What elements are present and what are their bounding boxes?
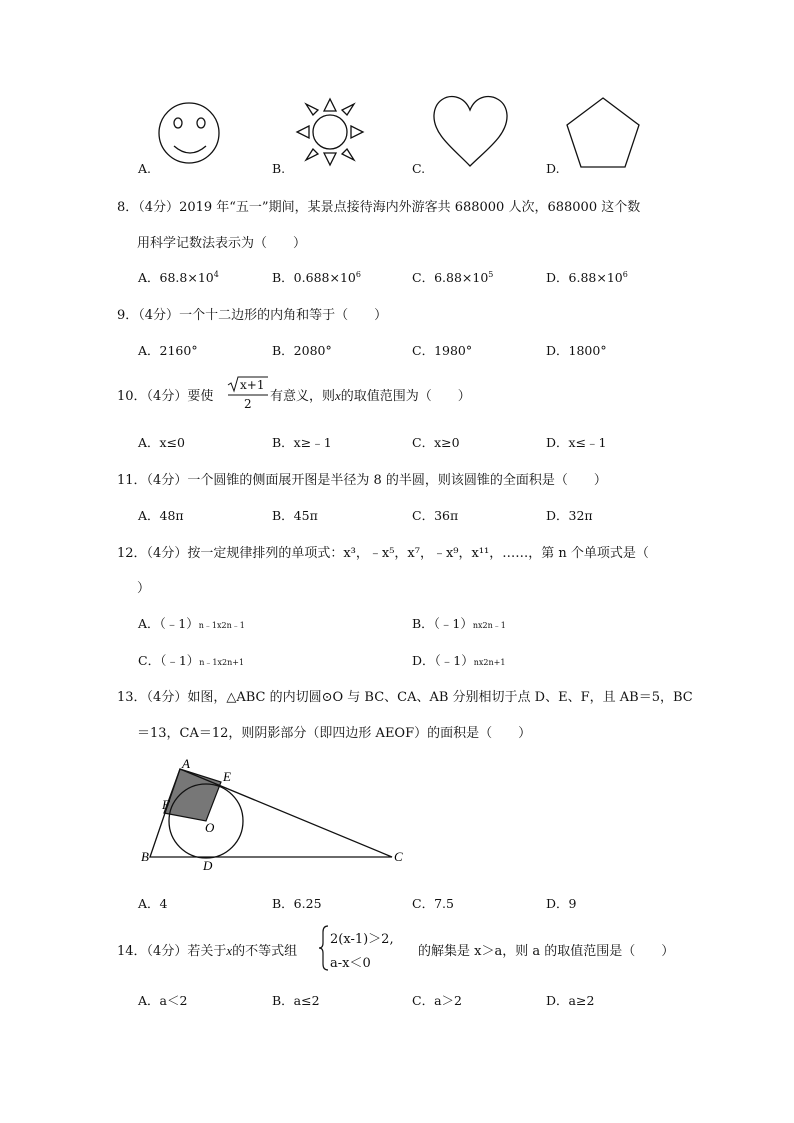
q10-score: （4分）: [146, 389, 188, 404]
q8-option-d[interactable]: [546, 268, 628, 286]
q10-post-text: 有意义，则: [270, 389, 336, 404]
q8-option-b-exp: 6: [355, 269, 361, 279]
sun-figure: [297, 99, 363, 165]
q10-option-a[interactable]: A．x≤0: [138, 435, 186, 450]
q12-option-a-power: n﹣1x2n﹣1: [198, 621, 245, 630]
q13-number: 13．: [117, 690, 147, 705]
q10-stem-tail: [270, 385, 471, 404]
smiley-face-figure: [159, 103, 219, 163]
label-o: O: [205, 820, 215, 835]
q12-score: （4分）: [146, 546, 188, 561]
q9-stem-text: 一个十二边形的内角和等于（ ）: [179, 308, 388, 323]
label-f: F: [162, 797, 170, 812]
q12-option-b-text: B．（﹣1）: [412, 616, 473, 631]
q14-option-b[interactable]: B．a≤2: [272, 993, 320, 1008]
q10-post2-text: 的取值范围为（ ）: [340, 389, 471, 404]
q8-option-a-exp: 4: [213, 269, 219, 279]
q8-option-a[interactable]: [138, 268, 219, 286]
q10-option-c[interactable]: C．x≥0: [412, 435, 460, 450]
q11-option-d[interactable]: D．32π: [546, 508, 593, 523]
q12-option-c-power: n﹣1x2n+1: [199, 658, 245, 667]
q14-inequality-2: a-x＜0: [330, 956, 371, 971]
q7-option-c[interactable]: C.: [412, 161, 426, 176]
q12-option-c[interactable]: [138, 651, 244, 669]
q14-stem: [117, 940, 297, 959]
q14-variable: x: [226, 943, 233, 958]
q13-score: （4分）: [146, 690, 188, 705]
q8-option-c-text: C．6.88×10: [412, 270, 489, 285]
q8-option-c[interactable]: [412, 268, 493, 286]
q14-pre-text: 若关于: [187, 944, 227, 959]
q14-mid-text: 的不等式组: [232, 944, 298, 959]
q7-option-b[interactable]: B.: [272, 161, 286, 176]
q14-option-d[interactable]: D．a≥2: [546, 993, 595, 1008]
q8-option-a-text: A．68.8×10: [138, 270, 214, 285]
q12-number: 12．: [117, 546, 147, 561]
q8-option-d-exp: 6: [622, 269, 628, 279]
q13-stem-text1: 如图，△ABC 的内切圆⊙O 与 BC、CA、AB 分别相切于点 D、E、F，且 AB＝5，BC: [187, 690, 693, 705]
q8-number: 8．: [117, 200, 139, 215]
q9-option-c[interactable]: C．1980°: [412, 343, 473, 358]
q11-score: （4分）: [146, 473, 188, 488]
q11-option-c[interactable]: C．36π: [412, 508, 459, 523]
q10-option-d[interactable]: D．x≤﹣1: [546, 435, 607, 450]
q10-denominator: 2: [244, 397, 252, 411]
q7-figures: [0, 0, 794, 180]
label-d: D: [203, 858, 213, 873]
q12-option-b-power: nx2n﹣1: [472, 621, 506, 630]
q8-stem-line1: [117, 196, 640, 215]
q12-option-d[interactable]: [412, 651, 505, 669]
q12-option-a[interactable]: [138, 614, 245, 632]
q7-option-d[interactable]: D.: [546, 161, 560, 176]
q8-score: （4分）: [138, 200, 180, 215]
q13-option-b[interactable]: B．6.25: [272, 896, 322, 911]
q9-option-d[interactable]: D．1800°: [546, 343, 607, 358]
q9-score: （4分）: [138, 308, 180, 323]
q9-stem: [117, 304, 387, 323]
q13-option-c[interactable]: C．7.5: [412, 896, 454, 911]
q10-variable: x: [335, 388, 341, 403]
q10-pre-text: 要使: [187, 389, 214, 404]
label-b: B: [141, 849, 149, 864]
q14-number: 14．: [117, 944, 147, 959]
q12-option-b[interactable]: [412, 614, 506, 632]
q8-option-b-text: B．0.688×10: [272, 270, 356, 285]
q12-option-d-power: nx2n+1: [473, 658, 506, 667]
q11-option-b[interactable]: B．45π: [272, 508, 318, 523]
label-a: A: [182, 756, 190, 771]
q11-stem: [117, 469, 607, 488]
q13-triangle-figure: [130, 755, 420, 875]
q14-inequality-1: 2(x-1)＞2,: [330, 932, 394, 947]
q13-option-a[interactable]: A．4: [138, 896, 168, 911]
q13-stem-line1: [117, 686, 693, 705]
q8-stem-text1: 2019 年“五一”期间，某景点接待海内外游客共 688000 人次，688000 这个数: [179, 200, 641, 215]
q7-option-a[interactable]: A.: [138, 161, 152, 176]
q9-number: 9．: [117, 308, 139, 323]
q12-option-c-text: C．（﹣1）: [138, 653, 200, 668]
label-c: C: [394, 849, 403, 864]
q11-stem-text: 一个圆锥的侧面展开图是半径为 8 的半圆，则该圆锥的全面积是（ ）: [187, 473, 607, 488]
q9-option-b[interactable]: B．2080°: [272, 343, 332, 358]
q8-stem-line2: 用科学记数法表示为（ ）: [137, 236, 307, 251]
q11-number: 11．: [117, 473, 147, 488]
pentagon-figure: [567, 98, 639, 167]
left-brace-icon: [318, 924, 330, 972]
shaded-quadrilateral-aeof: [164, 769, 221, 821]
q13-option-d[interactable]: D．9: [546, 896, 577, 911]
q14-stem-tail: 的解集是 x＞a，则 a 的取值范围是（ ）: [418, 944, 675, 959]
q8-option-b[interactable]: [272, 268, 361, 286]
heart-figure: [434, 97, 507, 166]
q14-option-c[interactable]: C．a＞2: [412, 993, 462, 1008]
q10-option-b[interactable]: B．x≥﹣1: [272, 435, 332, 450]
q8-option-d-text: D．6.88×10: [546, 270, 623, 285]
q12-stem-line1: [117, 542, 649, 561]
q10-number: 10．: [117, 389, 147, 404]
q8-option-c-exp: 5: [488, 269, 494, 279]
q12-stem-text1: 按一定规律排列的单项式：x³，﹣x⁵，x⁷，﹣x⁹，x¹¹，……，第 n 个单项式是（: [187, 546, 649, 561]
q9-option-a[interactable]: A．2160°: [138, 343, 198, 358]
q12-option-d-text: D．（﹣1）: [412, 653, 474, 668]
q10-radicand: x+1: [240, 378, 265, 392]
label-e: E: [223, 769, 231, 784]
q11-option-a[interactable]: A．48π: [138, 508, 184, 523]
q10-stem: [117, 385, 213, 404]
q14-option-a[interactable]: A．a＜2: [138, 993, 188, 1008]
q14-score: （4分）: [146, 944, 188, 959]
q12-option-a-text: A．（﹣1）: [138, 616, 199, 631]
q12-stem-line2: ）: [137, 581, 151, 596]
q13-stem-line2: ＝13，CA＝12，则阴影部分（即四边形 AEOF）的面积是（ ）: [137, 726, 532, 741]
q10-fraction: [226, 375, 270, 413]
